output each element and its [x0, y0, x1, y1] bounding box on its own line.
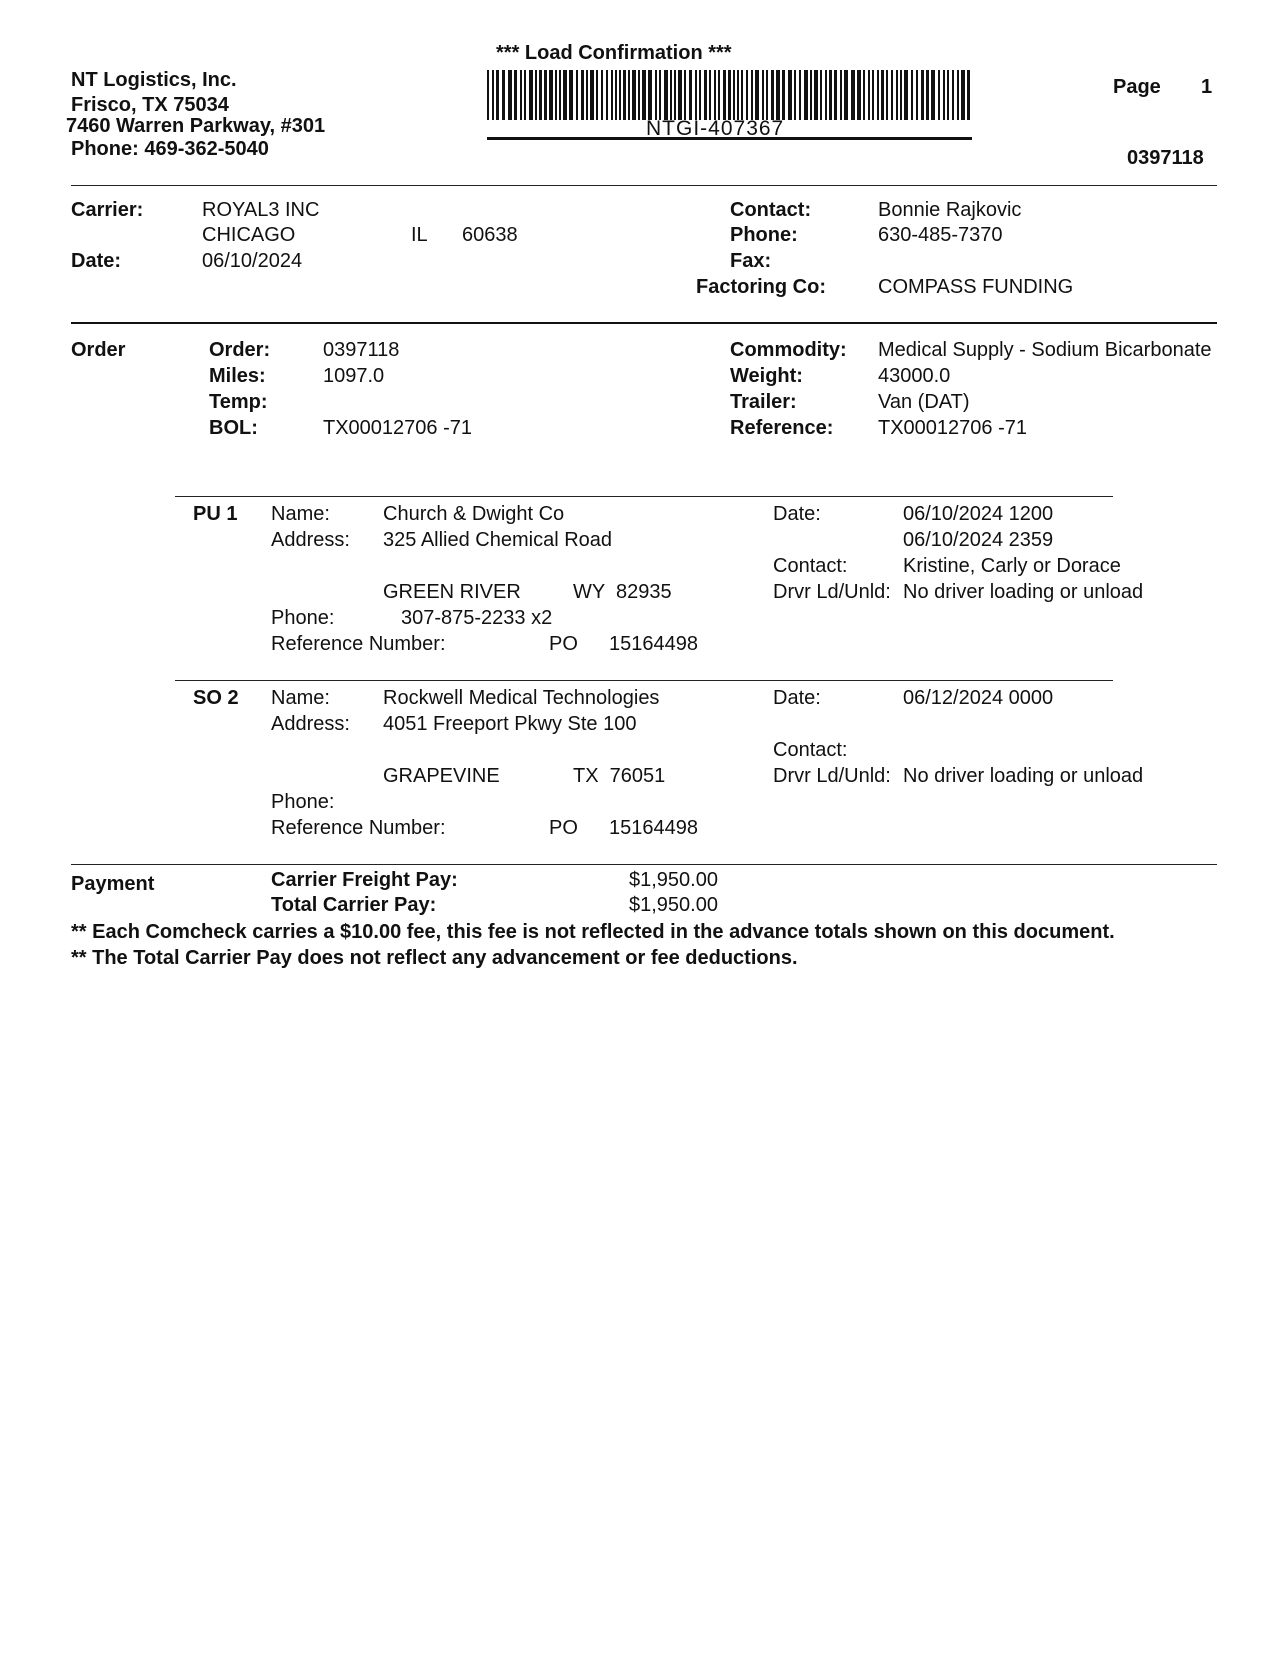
order-value: 0397118 — [323, 339, 400, 361]
freight-pay-value: $1,950.00 — [629, 869, 718, 891]
reference-value: TX00012706 -71 — [878, 417, 1028, 439]
stop-state-zip: TX 76051 — [573, 765, 666, 787]
order-label: Order: — [209, 339, 271, 361]
barcode-bar — [829, 70, 832, 120]
barcode-bar — [611, 70, 613, 120]
barcode-bar — [751, 70, 753, 120]
stop-name-label: Name: — [271, 503, 330, 525]
barcode-bar — [723, 70, 726, 120]
barcode-underline — [487, 137, 972, 140]
miles-label: Miles: — [209, 365, 266, 387]
stop-phone-label: Phone: — [271, 791, 335, 813]
order-section-label: Order — [71, 339, 126, 361]
barcode-bar — [904, 70, 908, 120]
note-total-pay: ** The Total Carrier Pay does not reflect any advancement or fee deductions. — [71, 947, 798, 969]
company-name: NT Logistics, Inc. — [71, 69, 237, 91]
stop-state-zip: WY 82935 — [573, 581, 672, 603]
barcode-bar — [840, 70, 842, 120]
barcode-bar — [684, 70, 686, 120]
barcode-bar — [877, 70, 879, 120]
payment-section-label: Payment — [71, 873, 155, 895]
barcode — [487, 70, 972, 120]
stop-phone-label: Phone: — [271, 607, 335, 629]
barcode-bar — [524, 70, 526, 120]
barcode-bar — [776, 70, 780, 120]
weight-label: Weight: — [730, 365, 803, 387]
page-title: *** Load Confirmation *** — [496, 42, 732, 64]
barcode-bar — [952, 70, 954, 120]
carrier-date-label: Date: — [71, 250, 122, 272]
barcode-bar — [581, 70, 584, 120]
barcode-bar — [642, 70, 646, 120]
barcode-bar — [555, 70, 557, 120]
stop-reference-number: 15164498 — [609, 633, 698, 655]
barcode-bar — [638, 70, 640, 120]
barcode-bar — [737, 70, 739, 120]
fax-label: Fax: — [730, 250, 772, 272]
stop-date-start: 06/12/2024 0000 — [903, 687, 1054, 709]
stop-name-label: Name: — [271, 687, 330, 709]
stop-reference-type: PO — [549, 817, 578, 839]
stop-address: 4051 Freeport Pkwy Ste 100 — [383, 713, 637, 735]
barcode-bar — [704, 70, 707, 120]
barcode-bar — [487, 70, 489, 120]
company-address: 7460 Warren Parkway, #301 — [66, 115, 326, 137]
barcode-bar — [863, 70, 865, 120]
barcode-bar — [820, 70, 822, 120]
divider-carrier — [71, 322, 1217, 324]
carrier-city: CHICAGO — [202, 224, 296, 246]
stop-name: Church & Dwight Co — [383, 503, 565, 525]
barcode-bar — [896, 70, 898, 120]
total-pay-value: $1,950.00 — [629, 894, 718, 916]
barcode-bar — [872, 70, 874, 120]
company-city: Frisco, TX 75034 — [71, 94, 229, 116]
barcode-bar — [714, 70, 716, 120]
barcode-bar — [967, 70, 970, 120]
barcode-bar — [539, 70, 542, 120]
bol-label: BOL: — [209, 417, 258, 439]
barcode-bar — [709, 70, 711, 120]
barcode-bar — [804, 70, 808, 120]
barcode-bar — [569, 70, 573, 120]
stop-city: GREEN RIVER — [383, 581, 521, 603]
page-number: 1 — [1201, 76, 1213, 98]
barcode-bar — [868, 70, 870, 120]
divider-top — [71, 185, 1217, 186]
barcode-bar — [886, 70, 888, 120]
stop-address: 325 Allied Chemical Road — [383, 529, 613, 551]
barcode-bar — [900, 70, 902, 120]
barcode-bar — [544, 70, 547, 120]
barcode-bar — [746, 70, 748, 120]
stop-driver-value: No driver loading or unload — [903, 581, 1144, 603]
barcode-bar — [755, 70, 759, 120]
trailer-value: Van (DAT) — [878, 391, 970, 413]
header-order-number: 0397118 — [1127, 147, 1204, 169]
barcode-bar — [926, 70, 929, 120]
barcode-bar — [834, 70, 837, 120]
barcode-bar — [596, 70, 598, 120]
stop-reference-type: PO — [549, 633, 578, 655]
barcode-bar — [766, 70, 768, 120]
barcode-bar — [655, 70, 657, 120]
barcode-bar — [549, 70, 553, 120]
barcode-bar — [606, 70, 608, 120]
barcode-bar — [678, 70, 682, 120]
barcode-bar — [628, 70, 630, 120]
barcode-bar — [659, 70, 661, 120]
stop-date-start: 06/10/2024 1200 — [903, 503, 1054, 525]
stop-date-label: Date: — [773, 687, 821, 709]
barcode-bar — [921, 70, 924, 120]
stop-reference-label: Reference Number: — [271, 633, 446, 655]
barcode-bar — [508, 70, 512, 120]
barcode-bar — [502, 70, 505, 120]
barcode-bar — [619, 70, 621, 120]
barcode-bar — [931, 70, 935, 120]
barcode-bar — [514, 70, 517, 120]
stop-reference-label: Reference Number: — [271, 817, 446, 839]
barcode-bar — [943, 70, 945, 120]
barcode-bar — [762, 70, 764, 120]
barcode-bar — [728, 70, 731, 120]
stop-driver-label: Drvr Ld/Unld: — [773, 765, 891, 787]
note-comcheck-fee: ** Each Comcheck carries a $10.00 fee, this fee is not reflected in the advance totals shown on this document. — [71, 921, 1115, 943]
stop-phone: 307-875-2233 x2 — [401, 607, 553, 629]
barcode-bar — [741, 70, 743, 120]
commodity-label: Commodity: — [730, 339, 847, 361]
barcode-bar — [938, 70, 940, 120]
barcode-text: NTGI-407367 — [646, 117, 785, 140]
divider-stop-1 — [175, 496, 1113, 497]
total-pay-label: Total Carrier Pay: — [271, 894, 437, 916]
barcode-bar — [961, 70, 965, 120]
barcode-bar — [957, 70, 959, 120]
barcode-bar — [670, 70, 672, 120]
barcode-bar — [529, 70, 533, 120]
barcode-bar — [881, 70, 884, 120]
reference-label: Reference: — [730, 417, 834, 439]
temp-label: Temp: — [209, 391, 268, 413]
factoring-label: Factoring Co: — [696, 276, 826, 298]
stop-driver-value: No driver loading or unload — [903, 765, 1144, 787]
stop-city: GRAPEVINE — [383, 765, 500, 787]
barcode-bar — [695, 70, 697, 120]
barcode-bar — [851, 70, 855, 120]
weight-value: 43000.0 — [878, 365, 951, 387]
barcode-bar — [810, 70, 812, 120]
carrier-phone: 630-485-7370 — [878, 224, 1003, 246]
carrier-phone-label: Phone: — [730, 224, 798, 246]
barcode-bar — [799, 70, 801, 120]
stop-reference-number: 15164498 — [609, 817, 698, 839]
stop-name: Rockwell Medical Technologies — [383, 687, 660, 709]
stop-address-label: Address: — [271, 529, 350, 551]
carrier-name: ROYAL3 INC — [202, 199, 320, 221]
contact-label: Contact: — [730, 199, 812, 221]
bol-value: TX00012706 -71 — [323, 417, 473, 439]
contact-value: Bonnie Rajkovic — [878, 199, 1022, 221]
freight-pay-label: Carrier Freight Pay: — [271, 869, 458, 891]
stop-label: PU 1 — [193, 503, 238, 525]
stop-contact-label: Contact: — [773, 739, 848, 761]
stop-date-end: 06/10/2024 2359 — [903, 529, 1054, 551]
barcode-bar — [782, 70, 785, 120]
barcode-bar — [590, 70, 594, 120]
barcode-bar — [632, 70, 636, 120]
barcode-bar — [814, 70, 818, 120]
divider-payment — [71, 864, 1217, 865]
carrier-state: IL — [411, 224, 428, 246]
company-phone: Phone: 469-362-5040 — [71, 138, 269, 160]
barcode-bar — [623, 70, 626, 120]
barcode-bar — [648, 70, 652, 120]
factoring-value: COMPASS FUNDING — [878, 276, 1074, 298]
barcode-bar — [771, 70, 774, 120]
barcode-bar — [825, 70, 827, 120]
barcode-bar — [947, 70, 949, 120]
stop-driver-label: Drvr Ld/Unld: — [773, 581, 891, 603]
barcode-bar — [586, 70, 588, 120]
barcode-bar — [535, 70, 537, 120]
barcode-bar — [911, 70, 913, 120]
barcode-bar — [615, 70, 617, 120]
stop-contact-label: Contact: — [773, 555, 848, 577]
barcode-bar — [559, 70, 561, 120]
barcode-bar — [788, 70, 792, 120]
carrier-zip: 60638 — [462, 224, 518, 246]
barcode-bar — [857, 70, 861, 120]
barcode-bar — [794, 70, 796, 120]
barcode-bar — [496, 70, 499, 120]
commodity-value: Medical Supply - Sodium Bicarbonate — [878, 339, 1212, 361]
stop-contact: Kristine, Carly or Dorace — [903, 555, 1121, 577]
carrier-label: Carrier: — [71, 199, 144, 221]
stop-label: SO 2 — [193, 687, 239, 709]
barcode-bar — [718, 70, 720, 120]
barcode-bar — [844, 70, 848, 120]
barcode-bar — [916, 70, 918, 120]
barcode-bar — [492, 70, 494, 120]
barcode-bar — [601, 70, 603, 120]
barcode-bar — [733, 70, 735, 120]
barcode-bar — [891, 70, 893, 120]
barcode-bar — [674, 70, 676, 120]
barcode-bar — [576, 70, 578, 120]
barcode-bar — [520, 70, 522, 120]
carrier-date: 06/10/2024 — [202, 250, 303, 272]
miles-value: 1097.0 — [323, 365, 385, 387]
stop-date-label: Date: — [773, 503, 821, 525]
barcode-bar — [689, 70, 692, 120]
page-label: Page — [1113, 76, 1161, 98]
barcode-bar — [664, 70, 668, 120]
trailer-label: Trailer: — [730, 391, 797, 413]
stop-address-label: Address: — [271, 713, 350, 735]
barcode-bar — [699, 70, 701, 120]
barcode-bar — [563, 70, 567, 120]
divider-stop-2 — [175, 680, 1113, 681]
